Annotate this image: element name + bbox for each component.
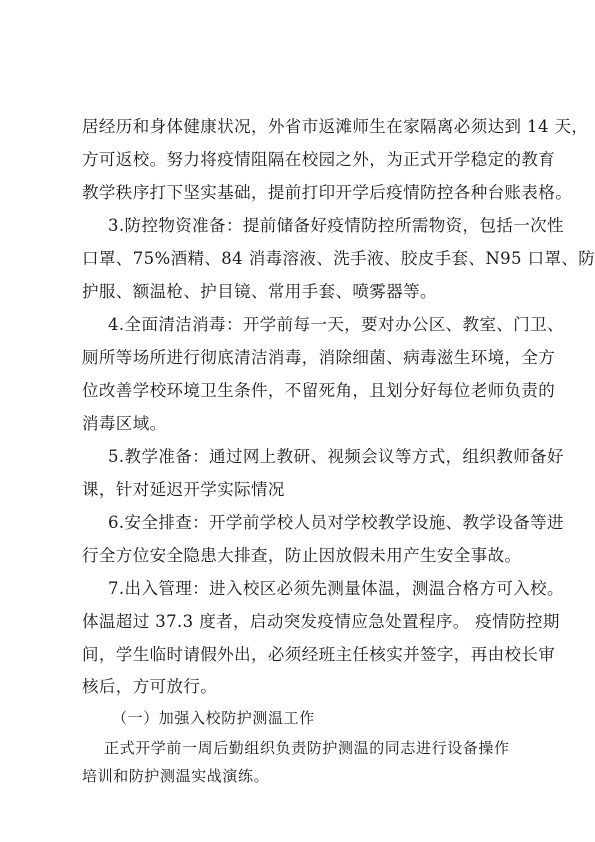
body-line: 消毒区域。 [82, 414, 167, 433]
body-line: 体温超过 37.3 度者，启动突发疫情应急处置程序。 疫情防控期 [82, 612, 560, 631]
section-item-6: 6.安全排查：开学前学校人员对学校教学设施、教学设备等进 [108, 513, 564, 532]
body-line: 方可返校。努力将疫情阻隔在校园之外，为正式开学稳定的教育 [82, 150, 556, 169]
body-line: 教学秩序打下坚实基础，提前打印开学后疫情防控各种台账表格。 [82, 183, 573, 202]
section-item-3: 3.防控物资准备：提前储备好疫情防控所需物资，包括一次性 [108, 216, 564, 235]
body-line: 正式开学前一周后勤组织负责防护测温的同志进行设备操作 [104, 739, 510, 757]
body-line: 培训和防护测温实战演练。 [82, 767, 270, 785]
section-item-4: 4.全面清洁消毒：开学前每一天，要对办公区、教室、门卫、 [108, 315, 564, 334]
section-item-7: 7.出入管理：进入校区必须先测量体温，测温合格方可入校。 [108, 579, 564, 598]
body-line: 护服、额温枪、护目镜、常用手套、喷雾器等。 [82, 282, 437, 301]
body-line: 间，学生临时请假外出，必须经班主任核实并签字，再由校长审 [82, 645, 556, 664]
body-line: 厕所等场所进行彻底清洁消毒，消除细菌、病毒滋生环境，全方 [82, 348, 556, 367]
body-line: 核后，方可放行。 [82, 677, 218, 696]
body-line: 位改善学校环境卫生条件，不留死角，且划分好每位老师负责的 [82, 381, 556, 400]
body-line: 口罩、75%酒精、84 消毒溶液、洗手液、胶皮手套、N95 口罩、防 [82, 249, 595, 268]
section-item-5: 5.教学准备：通过网上教研、视频会议等方式，组织教师备好 [108, 447, 564, 466]
body-line: 居经历和身体健康状况，外省市返滩师生在家隔离必须达到 14 天， [82, 117, 589, 136]
body-line: 课，针对延迟开学实际情况 [82, 480, 285, 499]
subsection-heading: （一）加强入校防护测温工作 [112, 709, 315, 727]
body-line: 行全方位安全隐患大排查，防止因放假未用产生安全事故。 [82, 546, 522, 565]
